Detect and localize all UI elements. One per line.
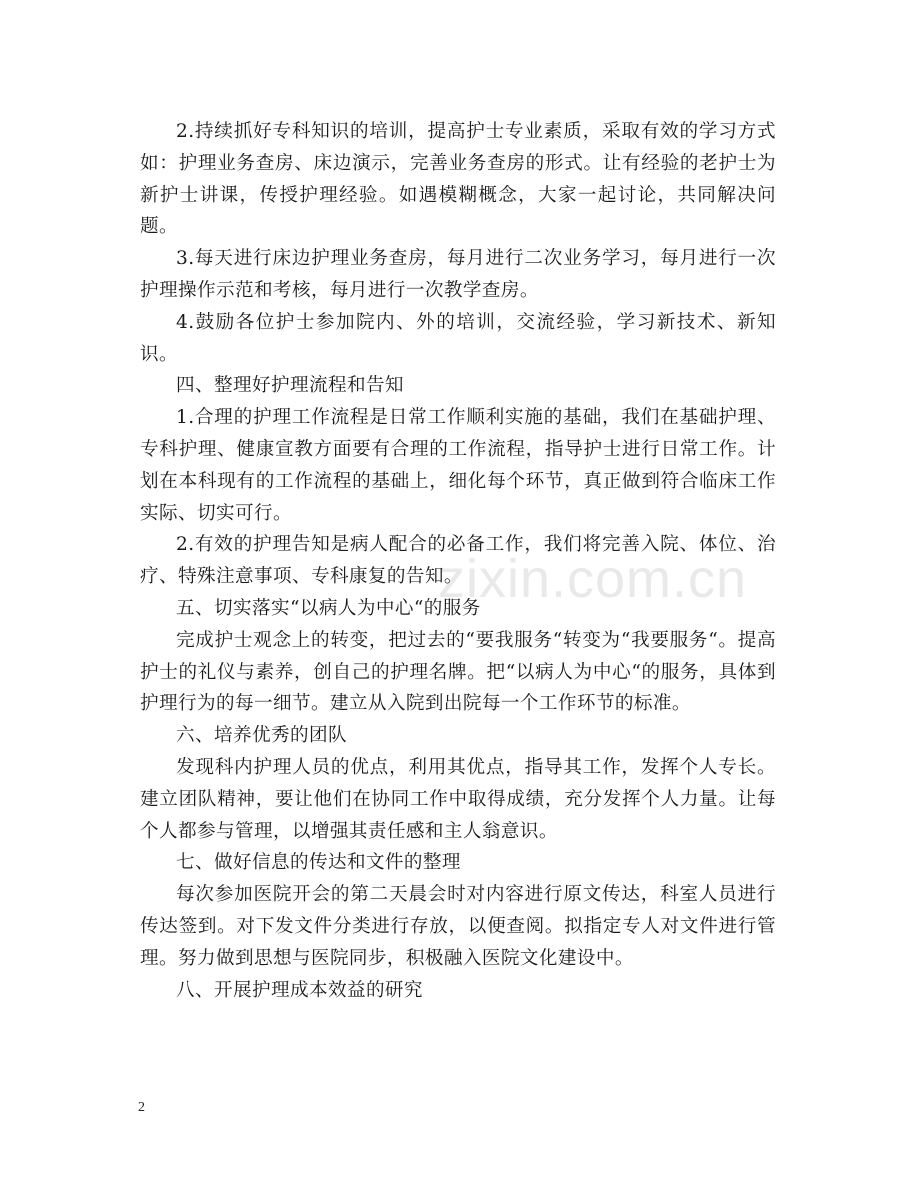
paragraph-item-2-notification: 2.有效的护理告知是病人配合的必备工作，我们将完善入院、体位、治疗、特殊注意事项、专科康复的告知。 bbox=[140, 534, 776, 588]
paragraph-item-2-training: 2.持续抓好专科知识的培训，提高护士专业素质，采取有效的学习方式如：护理业务查房、床边演示，完善业务查房的形式。让有经验的老护士为新护士讲课，传授护理经验。如遇模糊概念，大家一起讨论，共同解决问题。 bbox=[140, 121, 776, 238]
section-heading-8: 八、开展护理成本效益的研究 bbox=[176, 979, 423, 1001]
paragraph-item-3-rounds: 3.每天进行床边护理业务查房，每月进行二次业务学习，每月进行一次护理操作示范和考核，每月进行一次教学查房。 bbox=[140, 248, 776, 301]
section-heading-7: 七、做好信息的传达和文件的整理 bbox=[176, 852, 461, 874]
section-heading-4: 四、整理好护理流程和告知 bbox=[176, 375, 404, 397]
page-number: 2 bbox=[138, 1100, 145, 1115]
section-heading-6: 六、培养优秀的团队 bbox=[176, 725, 347, 747]
paragraph-team: 发现科内护理人员的优点，利用其优点，指导其工作，发挥个人专长。建立团队精神，要让他们在协同工作中取得成绩，充分发挥个人力量。让每个人都参与管理，以增强其责任感和主人翁意识。 bbox=[140, 756, 776, 842]
document-body bbox=[140, 116, 776, 1006]
paragraph-item-4-external-training: 4.鼓励各位护士参加院内、外的培训，交流经验，学习新技术、新知识。 bbox=[140, 311, 776, 365]
paragraph-service-concept: 完成护士观念上的转变，把过去的“要我服务“转变为“我要服务“。提高护士的礼仪与素养，创自己的护理名牌。把“以病人为中心“的服务，具体到护理行为的每一细节。建立从入院到出院每一个工作环节的标准。 bbox=[140, 629, 776, 715]
paragraph-item-1-workflow: 1.合理的护理工作流程是日常工作顺利实施的基础，我们在基础护理、专科护理、健康宣教方面要有合理的工作流程，指导护士进行日常工作。计划在本科现有的工作流程的基础上，细化每个环节，真正做到符合临床工作实际、切实可行。 bbox=[140, 407, 776, 524]
watermark: zixin.com.cn bbox=[438, 549, 748, 609]
section-heading-5: 五、切实落实“以病人为中心“的服务 bbox=[176, 597, 481, 619]
paragraph-information: 每次参加医院开会的第二天晨会时对内容进行原文传达，科室人员进行传达签到。对下发文件分类进行存放，以便查阅。拟指定专人对文件进行管理。努力做到思想与医院同步，积极融入医院文化建设中。 bbox=[140, 884, 776, 969]
